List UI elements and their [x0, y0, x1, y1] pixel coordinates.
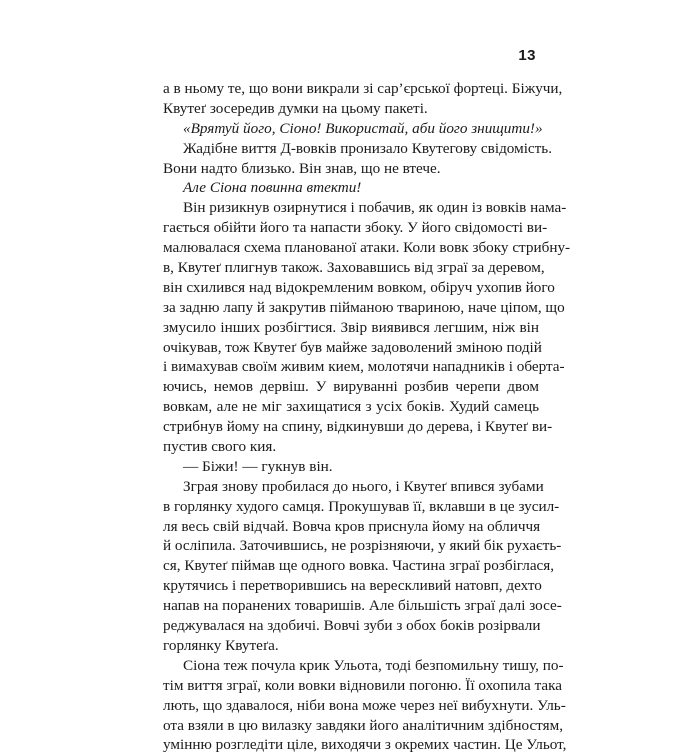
- text-line: він схилився над відокремленим вовком, обіруч ухопив його: [163, 278, 555, 296]
- text-line: ючись, немов дервіш. У вируванні розбив черепи двом: [163, 378, 539, 396]
- text-line: і вимахував своїм живим кием, молотячи нападників і оберта-: [163, 358, 565, 376]
- text-line: очікував, тож Квутеґ був майже задоволений зміною подій: [163, 338, 542, 356]
- body-text: [163, 79, 571, 755]
- text-line: Вони надто близько. Він знав, що не втече.: [163, 159, 441, 177]
- text-line: тім виття зграї, коли вовки відновили погоню. Її охопила така: [163, 676, 563, 694]
- text-line: Жадібне виття Д-вовків пронизало Квутегову свідомість.: [183, 139, 553, 157]
- text-line: малювалася схема планованої атаки. Коли вовк збоку стрибну-: [163, 239, 571, 257]
- text-line: Зграя знову пробилася до нього, і Квутеґ впився зубами: [183, 477, 544, 495]
- text-line: горлянку Квутеґа.: [163, 636, 279, 654]
- text-line: гається обійти його та напасти збоку. У його свідомості ви-: [163, 219, 548, 237]
- text-line: лють, що здавалося, ніби вона може через неї вибухнути. Уль-: [163, 696, 566, 714]
- text-line: стрибнув йому на спину, відкинувши до дерева, і Квутеґ ви-: [163, 418, 553, 436]
- text-line: Сіона теж почула крик Ульота, тоді безпомильну тишу, по-: [183, 656, 564, 674]
- text-line: вовкам, але не міг захищатися з усіх боків. Худий самець: [163, 398, 539, 416]
- text-line: пустив свого кия.: [163, 438, 277, 456]
- text-line: ся, Квутеґ піймав ще одного вовка. Частина зграї розбіглася,: [163, 557, 555, 575]
- text-line: змусило інших розбігтися. Звір виявився легшим, ніж він: [163, 318, 539, 336]
- text-line: — Біжи! — гукнув він.: [183, 457, 333, 475]
- text-line: за задню лапу й закрутив пійманою твариною, наче ціпом, що: [163, 298, 565, 316]
- text-line: Квутеґ зосередив думки на цьому пакеті.: [163, 99, 428, 117]
- text-line: Але Сіона повинна втекти!: [183, 179, 362, 197]
- text-line: й осліпила. Заточившись, не розрізняючи, у який бік рухаєть-: [163, 537, 562, 555]
- text-line: ота взяли в цю вилазку завдяки його аналітичним здібностям,: [163, 716, 564, 734]
- text-line: «Врятуй його, Сіоно! Використай, аби його знищити!»: [183, 119, 543, 137]
- text-line: в горлянку худого самця. Прокушував її, вклавши в це зусил-: [163, 497, 560, 515]
- text-line: реджувалася на здобичі. Вовчі зуби з обох боків розірвали: [163, 617, 541, 635]
- text-line: крутячись і перетворившись на верескливий натовп, дехто: [163, 577, 542, 595]
- text-line: в, Квутеґ плигнув також. Заховавшись від зграї за деревом,: [163, 259, 545, 277]
- text-line: Він ризикнув озирнутися і побачив, як один із вовків нама-: [183, 199, 567, 217]
- page-number: 13: [518, 47, 536, 64]
- text-line: умінню розгледіти ціле, виходячи з окремих частин. Це Ульот,: [163, 736, 567, 754]
- text-line: ля весь свій відчай. Вовча кров приснула йому на обличчя: [163, 517, 541, 535]
- text-line: напав на поранених товаришів. Але більшість зграї далі зосе-: [163, 597, 562, 615]
- text-line: а в ньому те, що вони викрали зі сар’єрської фортеці. Біжучи,: [163, 80, 563, 97]
